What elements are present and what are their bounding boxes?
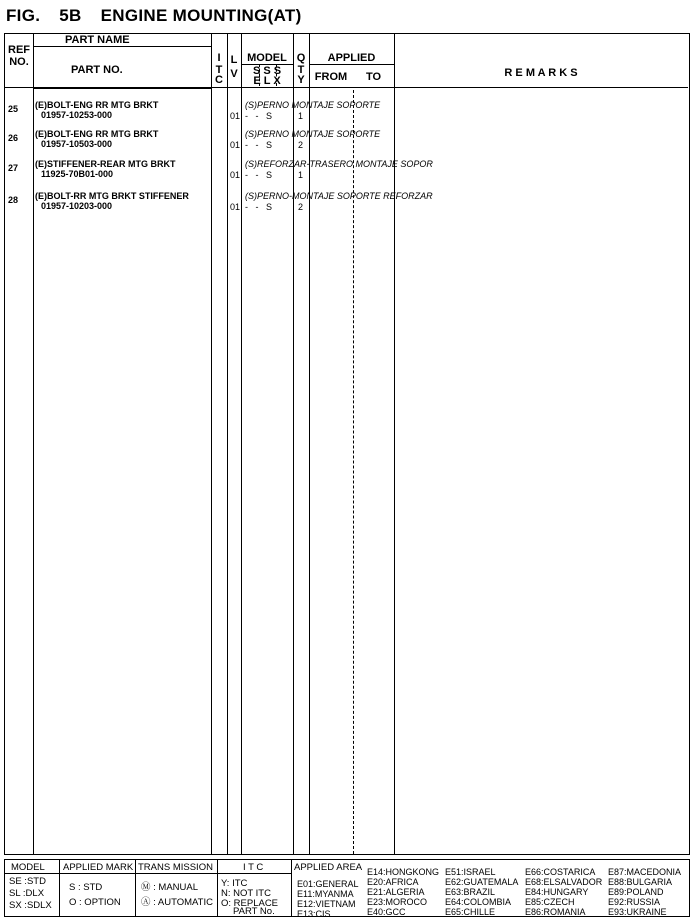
legend-line-2 bbox=[135, 860, 136, 916]
col-line-from bbox=[309, 34, 310, 854]
row-qty: 1 bbox=[298, 111, 304, 121]
row-qty: 2 bbox=[298, 202, 304, 212]
legend-model-sx: SX :SDLX bbox=[9, 900, 52, 911]
legend-itc-y: Y: ITC bbox=[221, 878, 248, 889]
legend-footer bbox=[4, 859, 690, 917]
legend-itc-partno: PART No. bbox=[233, 906, 275, 917]
row-model: - - S bbox=[245, 140, 272, 150]
legend-area-col3-item: E62:GUATEMALA bbox=[445, 877, 519, 887]
legend-area-col2-item: E20:AFRICA bbox=[367, 877, 419, 887]
header-applied: APPLIED bbox=[327, 52, 376, 64]
legend-area-col5-item: E89:POLAND bbox=[608, 887, 664, 897]
header-from: FROM bbox=[314, 71, 348, 83]
legend-line-4 bbox=[291, 860, 292, 916]
col-line-qty bbox=[293, 34, 294, 854]
fig-label: FIG. bbox=[6, 6, 41, 25]
row-ref-no: 28 bbox=[8, 195, 19, 205]
row-lv: 01 bbox=[230, 140, 241, 150]
legend-area-col5-item: E93:UKRAINE bbox=[608, 907, 667, 917]
legend-area-col4-item: E66:COSTARICA bbox=[525, 867, 596, 877]
header-qty-3: Y bbox=[297, 74, 305, 86]
legend-itc-n: N: NOT ITC bbox=[221, 888, 271, 899]
col-line-remarks bbox=[394, 34, 395, 854]
header-part-name: PART NAME bbox=[65, 34, 130, 46]
row-remark: (S)PERNO MONTAJE SOPORTE bbox=[245, 129, 381, 139]
fig-name: ENGINE MOUNTING(AT) bbox=[100, 6, 302, 25]
header-itc-2: T bbox=[215, 64, 223, 76]
legend-applied-mark-title: APPLIED MARK bbox=[63, 862, 134, 873]
legend-model-se: SE :STD bbox=[9, 876, 46, 887]
row-lv: 01 bbox=[230, 202, 241, 212]
header-part-no: PART NO. bbox=[71, 64, 123, 76]
header-itc-3: C bbox=[215, 74, 223, 86]
applied-underline bbox=[309, 64, 394, 65]
header-lv-1: L bbox=[230, 54, 238, 66]
legend-itc-o: O: REPLACE bbox=[221, 898, 279, 909]
legend-area-col5-item: E87:MACEDONIA bbox=[608, 867, 682, 877]
col-line-ref bbox=[33, 34, 34, 854]
row-ref-no: 26 bbox=[8, 133, 19, 143]
row-part-no: 01957-10503-000 bbox=[41, 139, 113, 149]
row-qty: 1 bbox=[298, 170, 304, 180]
row-part-name: (E)BOLT-RR MTG BRKT STIFFENER bbox=[35, 191, 189, 201]
part-name-underline bbox=[33, 46, 211, 47]
col-line-model bbox=[241, 34, 242, 854]
legend-model-title: MODEL bbox=[11, 862, 45, 873]
legend-area-col3-item: E63:BRAZIL bbox=[445, 887, 496, 897]
row-part-no: 01957-10203-000 bbox=[41, 201, 113, 211]
legend-line-1 bbox=[59, 860, 60, 916]
legend-area-col4-item: E68:ELSALVADOR bbox=[525, 877, 603, 887]
legend-area-col3-item: E51:ISRAEL bbox=[445, 867, 496, 877]
row-ref-no: 25 bbox=[8, 104, 19, 114]
row-lv: 01 bbox=[230, 111, 241, 121]
legend-area-col4-item: E85:CZECH bbox=[525, 897, 575, 907]
legend-area-title: APPLIED AREA bbox=[294, 862, 363, 873]
legend-area-col1-item: E13:CIS bbox=[297, 909, 331, 919]
legend-area-col4-item: E84:HUNGARY bbox=[525, 887, 589, 897]
legend-trans-manual: Ⓜ : MANUAL bbox=[141, 882, 199, 893]
legend-model-sl: SL :DLX bbox=[9, 888, 45, 899]
legend-area-col2-item: E14:HONGKONG bbox=[367, 867, 440, 877]
row-part-no: 11925-70B01-000 bbox=[41, 169, 114, 179]
page-title bbox=[6, 6, 302, 26]
row-model: - - S bbox=[245, 111, 272, 121]
row-model: - - S bbox=[245, 202, 272, 212]
legend-area-col2-item: E23:MOROCO bbox=[367, 897, 428, 907]
row-model: - - S bbox=[245, 170, 272, 180]
row-remark: (S)REFORZAR-TRASERO MONTAJE SOPOR bbox=[245, 159, 433, 169]
header-model-row2: E L X bbox=[253, 75, 281, 87]
legend-area-col3-item: E65:CHILLE bbox=[445, 907, 496, 917]
legend-area-col5-item: E88:BULGARIA bbox=[608, 877, 673, 887]
header-qty-1: Q bbox=[296, 52, 306, 64]
row-qty: 2 bbox=[298, 140, 304, 150]
legend-area-col1-item: E12:VIETNAM bbox=[297, 899, 356, 909]
legend-itc-title: I T C bbox=[243, 862, 264, 873]
row-part-no: 01957-10253-000 bbox=[41, 110, 113, 120]
col-line-lv bbox=[227, 34, 228, 854]
row-part-name: (E)BOLT-ENG RR MTG BRKT bbox=[35, 129, 159, 139]
row-part-name: (E)BOLT-ENG RR MTG BRKT bbox=[35, 100, 159, 110]
parts-table bbox=[4, 33, 690, 855]
legend-area-col2-item: E40:GCC bbox=[367, 907, 406, 917]
legend-trans-title: TRANS MISSION bbox=[138, 862, 213, 873]
row-lv: 01 bbox=[230, 170, 241, 180]
col-line-to bbox=[353, 90, 354, 854]
row-remark: (S)PERNO-MONTAJE SOPORTE REFORZAR bbox=[245, 191, 433, 201]
fig-number: 5B bbox=[59, 6, 82, 25]
header-model-row1: S S S bbox=[252, 65, 282, 77]
legend-area-col4-item: E86:ROMANIA bbox=[525, 907, 586, 917]
legend-area-col2-item: E21:ALGERIA bbox=[367, 887, 425, 897]
legend-applied-option: O : OPTION bbox=[69, 897, 121, 908]
row-ref-no: 27 bbox=[8, 163, 19, 173]
header-ref-1: REF bbox=[8, 44, 30, 56]
header-ref-2: NO. bbox=[9, 56, 29, 68]
header-bottom-line-2 bbox=[33, 88, 211, 89]
row-remark: (S)PERNO MONTAJE SOPORTE bbox=[245, 100, 381, 110]
header-model: MODEL bbox=[247, 52, 287, 64]
legend-area-col1-item: E11:MYANMA bbox=[297, 889, 354, 899]
legend-trans-auto: Ⓐ : AUTOMATIC bbox=[141, 897, 213, 908]
legend-applied-std: S : STD bbox=[69, 882, 103, 893]
legend-area-col5-item: E92:RUSSIA bbox=[608, 897, 661, 907]
header-itc-1: I bbox=[217, 52, 221, 64]
header-to: TO bbox=[365, 71, 382, 83]
header-remarks: R E M A R K S bbox=[504, 67, 578, 79]
legend-line-3 bbox=[217, 860, 218, 916]
legend-area-col3-item: E64:COLOMBIA bbox=[445, 897, 512, 907]
header-lv-2: V bbox=[230, 68, 238, 80]
legend-area-col1-item: E01:GENERAL bbox=[297, 879, 359, 889]
row-part-name: (E)STIFFENER-REAR MTG BRKT bbox=[35, 159, 176, 169]
col-line-itc bbox=[211, 34, 212, 854]
header-qty-2: T bbox=[297, 64, 305, 76]
legend-title-line bbox=[5, 873, 291, 874]
